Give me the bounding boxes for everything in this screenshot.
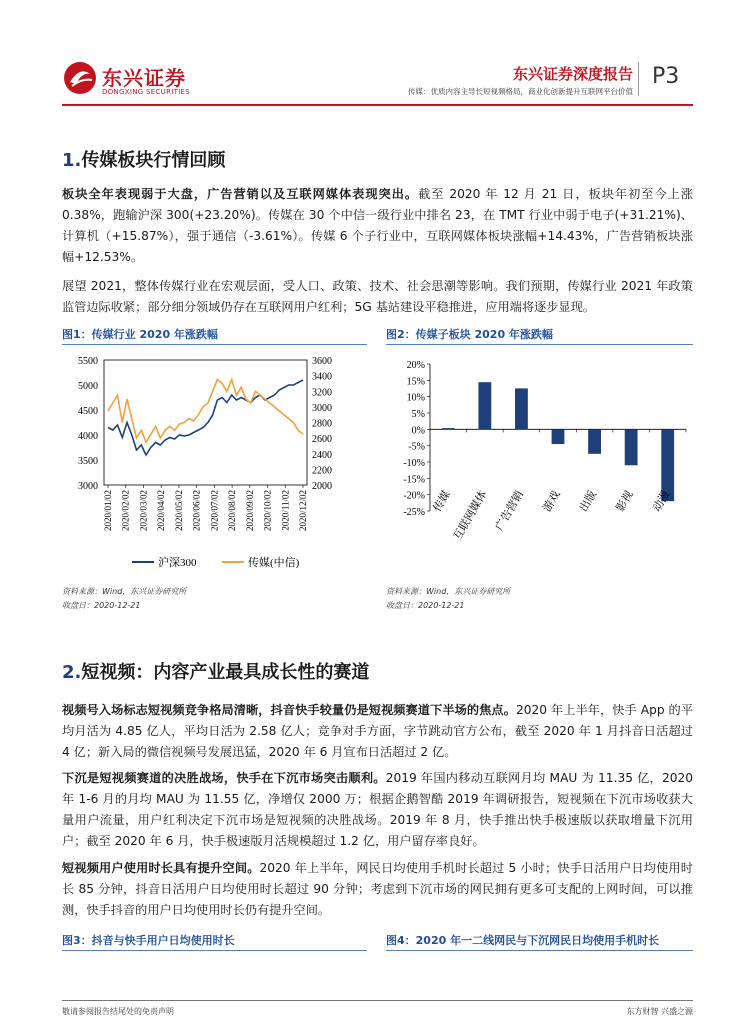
- section2-paragraph3: [62, 858, 693, 921]
- y-tick-label: 5%: [411, 409, 425, 420]
- y-left-tick-label: 4500: [78, 406, 98, 417]
- fig2-rule: [386, 344, 693, 345]
- x-tick-label: 2020/01/02: [103, 490, 113, 532]
- y-right-tick-label: 2000: [312, 481, 332, 492]
- fig1-date: 收盘日：2020-12-21: [62, 601, 141, 610]
- logo-icon: [62, 60, 98, 96]
- fig4-caption: 图4：2020 年一二线网民与下沉网民日均使用手机时长: [386, 934, 660, 947]
- section2-title: 短视频：内容产业最具成长性的赛道: [81, 662, 370, 683]
- section1-heading: [62, 146, 225, 172]
- x-tick-label: 2020/10/02: [262, 490, 273, 532]
- x-tick-label: 2020/06/02: [191, 490, 202, 532]
- fig3-rule: [62, 950, 367, 951]
- section2-paragraph1: [62, 700, 693, 763]
- y-right-tick-label: 3000: [312, 402, 332, 414]
- bar: [515, 388, 528, 429]
- fig1-rule: [62, 344, 367, 345]
- x-tick-label: 2020/08/02: [227, 490, 238, 532]
- y-tick-label: -10%: [403, 458, 425, 469]
- x-tick-label: 游戏: [541, 488, 563, 514]
- y-right-tick-label: 2200: [312, 465, 332, 477]
- y-right-tick-label: 3600: [312, 356, 332, 367]
- y-tick-label: 10%: [406, 392, 425, 404]
- x-tick-label: 2020/02/02: [120, 490, 131, 532]
- page-number: P3: [652, 64, 680, 89]
- section1-p1-text: 截至 2020 年 12 月 21 日，板块年初至今上涨 0.38%，跑输沪深 300(+23.20%)。传媒在 30 个中信一级行业中排名 23，在 TMT 行业中弱于电子(+31.21%)、计算机（+15.87%），强于通信（-3.61%）。传媒 6 个子行业中，互联网媒体板块涨幅+14.43%，广告营销板块涨幅+12.53%。: [62, 187, 694, 264]
- bar: [442, 428, 455, 429]
- legend-label: 沪深300: [158, 557, 197, 569]
- x-tick-label: 2020/11/02: [280, 490, 291, 531]
- y-left-tick-label: 5000: [78, 381, 98, 392]
- y-tick-label: -15%: [403, 474, 425, 486]
- bar: [552, 429, 565, 444]
- footer-disclaimer: 敬请参阅报告结尾处的免责声明: [62, 1007, 174, 1016]
- section2-p1-bold: 视频号入场标志短视频竞争格局清晰，抖音快手较量仍是短视频赛道下半场的焦点。: [62, 703, 516, 717]
- x-tick-label: 出版: [577, 488, 600, 514]
- x-tick-label: 2020/03/02: [138, 490, 149, 532]
- section2-p1-text: 2020 年上半年，快手 App 的平均月活为 4.85 亿人，平均日活为 2.58 亿人；竞争对手方面，字节跳动官方公布，截至 2020 年 1 月抖音日活超过 4 亿；新入局的微信视频号发展迅猛，2020 年 6 月宣布日活超过 2 亿。: [62, 703, 694, 759]
- y-tick-label: -20%: [403, 490, 425, 502]
- section2-heading: [62, 658, 369, 684]
- fig1-caption: 图1：传媒行业 2020 年涨跌幅: [62, 328, 218, 341]
- fig1-source: 资料来源：Wind，东兴证券研究所: [62, 587, 187, 596]
- footer-slogan: 东方财智 兴盛之源: [626, 1007, 693, 1016]
- y-tick-label: -5%: [408, 441, 425, 453]
- series-line: [108, 380, 303, 455]
- y-right-tick-label: 2800: [312, 418, 332, 430]
- y-right-tick-label: 3200: [312, 387, 332, 399]
- section1-p1-bold: 板块全年表现弱于大盘，广告营销以及互联网媒体表现突出。: [62, 187, 419, 201]
- y-left-tick-label: 5500: [78, 356, 98, 367]
- section1-paragraph2: 展望 2021，整体传媒行业在宏观层面，受人口、政策、技术、社会思潮等影响。我们预期，传媒行业 2021 年政策监管边际收紧；部分细分领域仍存在互联网用户红利；5G 基站建设平稳推进，应用端将逐步显现。: [62, 279, 693, 314]
- report-title: 东兴证券深度报告: [512, 65, 633, 83]
- x-tick-label: 2020/12/02: [298, 490, 308, 532]
- header-rule: [62, 104, 693, 106]
- y-right-tick-label: 2600: [312, 434, 332, 446]
- logo-text: 东兴证券: [102, 66, 186, 90]
- fig3-caption: 图3：抖音与快手用户日均使用时长: [62, 934, 235, 947]
- header-divider: [638, 62, 639, 96]
- section1-title: 传媒板块行情回顾: [81, 150, 226, 171]
- section2-p2-bold: 下沉是短视频赛道的决胜战场，快手在下沉市场突击顺利。: [62, 771, 386, 785]
- section1-number: 1.: [62, 150, 82, 171]
- x-tick-label: 传媒: [431, 488, 453, 514]
- bar: [625, 429, 638, 465]
- footer-rule: [62, 1000, 693, 1001]
- x-tick-label: 广告营销: [493, 488, 527, 533]
- section2-p2-text: 2019 年国内移动互联网月均 MAU 为 11.35 亿，2020 年 1-6 月的月均 MAU 为 11.55 亿，净增仅 2000 万；根据企鹅智酷 2019 年调研报告，短视频在下沉市场收获大量用户流量，用户红利决定下沉市场是短视频的决胜战场。2019 年 8 月，快手推出快手极速版以获取增量下沉用户；截至 2020 年 6 月，快手极速版月活规模超过 1.2 亿，用户留存率良好。: [62, 771, 694, 848]
- y-left-tick-label: 3500: [78, 456, 98, 467]
- y-right-tick-label: 2400: [312, 449, 332, 461]
- section2-number: 2.: [62, 662, 82, 683]
- plot-frame: [104, 360, 307, 485]
- bar: [588, 429, 601, 454]
- y-tick-label: 0%: [411, 425, 425, 437]
- fig4-rule: [386, 950, 693, 951]
- fig2-chart: [386, 348, 693, 580]
- fig1-chart: [62, 348, 367, 580]
- x-tick-label: 2020/07/02: [209, 490, 220, 532]
- x-tick-label: 动漫: [650, 488, 673, 514]
- x-tick-label: 2020/05/02: [173, 490, 184, 532]
- section2-paragraph2: [62, 768, 693, 852]
- legend-label: 传媒(中信): [248, 557, 300, 569]
- x-tick-label: 2020/04/02: [156, 490, 167, 532]
- y-tick-label: 20%: [406, 360, 425, 371]
- series-line: [108, 380, 303, 443]
- logo-subtext: DONGXING SECURITIES: [102, 88, 191, 96]
- section2-p3-text: 2020 年上半年，网民日均使用手机时长超过 5 小时；快手日活用户日均使用时长 85 分钟，抖音日活用户日均使用时长超过 90 分钟；考虑到下沉市场的网民拥有更多可支配的上网时间，可以推测，快手抖音的用户日均使用时长仍有提升空间。: [62, 861, 693, 917]
- bar: [478, 382, 491, 429]
- section1-paragraph1: [62, 184, 693, 268]
- report-subtitle: 传媒：优质内容主导长短视频格局，商业化创新提升互联网平台价值: [408, 87, 633, 96]
- y-tick-label: 15%: [406, 376, 425, 388]
- x-tick-label: 互联网媒体: [451, 488, 490, 543]
- x-tick-label: 影视: [614, 488, 636, 514]
- fig2-source: 资料来源：Wind，东兴证券研究所: [386, 587, 511, 596]
- fig2-date: 收盘日：2020-12-21: [386, 601, 465, 610]
- y-right-tick-label: 3400: [312, 371, 332, 383]
- fig2-caption: 图2：传媒子板块 2020 年涨跌幅: [386, 328, 553, 341]
- y-tick-label: -25%: [403, 507, 425, 518]
- y-left-tick-label: 4000: [78, 431, 98, 442]
- x-tick-label: 2020/09/02: [244, 490, 255, 532]
- section2-p3-bold: 短视频用户使用时长具有提升空间。: [62, 861, 260, 875]
- y-left-tick-label: 3000: [78, 481, 98, 492]
